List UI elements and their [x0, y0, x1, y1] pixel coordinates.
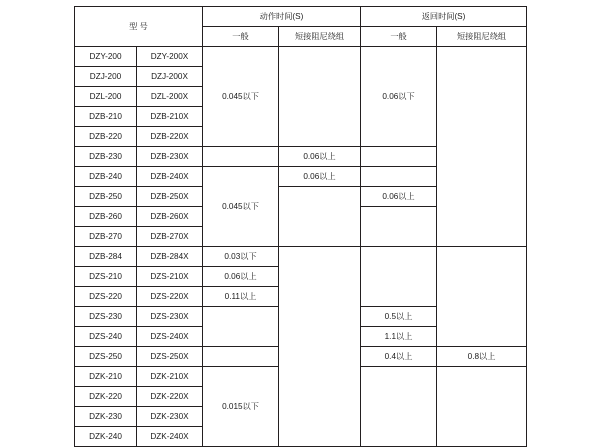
cell-model-a: DZB-250	[75, 187, 137, 207]
column-header-action-damping: 短接阻尼绕组	[279, 27, 361, 47]
cell-model-a: DZK-210	[75, 367, 137, 387]
column-header-action-time: 动作时间(S)	[203, 7, 361, 27]
cell-return-normal	[361, 247, 437, 307]
cell-model-a: DZS-210	[75, 267, 137, 287]
cell-return-normal	[361, 147, 437, 167]
cell-return-normal: 0.5以上	[361, 307, 437, 327]
table-header	[75, 7, 527, 47]
table-body	[75, 47, 527, 447]
cell-model-b: DZB-210X	[137, 107, 203, 127]
cell-model-a: DZS-230	[75, 307, 137, 327]
cell-model-a: DZB-284	[75, 247, 137, 267]
cell-model-a: DZB-260	[75, 207, 137, 227]
cell-model-b: DZB-240X	[137, 167, 203, 187]
cell-return-damping: 0.8以上	[437, 347, 527, 367]
cell-model-a: DZJ-200	[75, 67, 137, 87]
column-header-model: 型 号	[75, 7, 203, 47]
cell-model-b: DZS-230X	[137, 307, 203, 327]
cell-action-damping: 0.06以上	[279, 167, 361, 187]
cell-model-a: DZB-230	[75, 147, 137, 167]
cell-action-damping	[279, 187, 361, 247]
cell-model-b: DZK-230X	[137, 407, 203, 427]
cell-model-b: DZS-240X	[137, 327, 203, 347]
cell-model-b: DZS-210X	[137, 267, 203, 287]
cell-model-a: DZS-220	[75, 287, 137, 307]
cell-return-normal: 0.06以下	[361, 47, 437, 147]
cell-return-damping	[437, 367, 527, 447]
column-header-return-time: 返回时间(S)	[361, 7, 527, 27]
cell-model-a: DZS-250	[75, 347, 137, 367]
cell-action-damping	[279, 247, 361, 447]
column-header-action-normal: 一般	[203, 27, 279, 47]
cell-model-b: DZY-200X	[137, 47, 203, 67]
cell-return-normal	[361, 167, 437, 187]
cell-action-damping	[279, 47, 361, 147]
cell-model-b: DZS-220X	[137, 287, 203, 307]
cell-action-normal: 0.015以下	[203, 367, 279, 447]
cell-model-b: DZJ-200X	[137, 67, 203, 87]
cell-model-b: DZK-210X	[137, 367, 203, 387]
cell-return-normal: 1.1以上	[361, 327, 437, 347]
cell-model-a: DZY-200	[75, 47, 137, 67]
cell-model-b: DZK-220X	[137, 387, 203, 407]
cell-model-b: DZB-220X	[137, 127, 203, 147]
cell-model-a: DZK-240	[75, 427, 137, 447]
cell-return-normal	[361, 367, 437, 447]
cell-model-a: DZB-270	[75, 227, 137, 247]
cell-model-a: DZB-220	[75, 127, 137, 147]
table-row	[75, 47, 527, 67]
cell-model-a: DZK-220	[75, 387, 137, 407]
cell-model-a: DZB-210	[75, 107, 137, 127]
table-header-row-groups	[75, 7, 527, 27]
cell-return-damping	[437, 47, 527, 247]
cell-model-a: DZK-230	[75, 407, 137, 427]
cell-return-normal: 0.4以上	[361, 347, 437, 367]
cell-model-b: DZB-250X	[137, 187, 203, 207]
cell-model-b: DZB-260X	[137, 207, 203, 227]
table-row	[75, 247, 527, 267]
cell-model-b: DZK-240X	[137, 427, 203, 447]
cell-model-a: DZB-240	[75, 167, 137, 187]
column-header-return-damping: 短接阻尼绕组	[437, 27, 527, 47]
cell-model-b: DZL-200X	[137, 87, 203, 107]
cell-model-a: DZS-240	[75, 327, 137, 347]
cell-action-normal	[203, 147, 279, 167]
cell-model-b: DZB-230X	[137, 147, 203, 167]
cell-return-normal: 0.06以上	[361, 187, 437, 207]
cell-action-damping: 0.06以上	[279, 147, 361, 167]
cell-model-b: DZB-270X	[137, 227, 203, 247]
cell-action-normal: 0.03以下	[203, 247, 279, 267]
cell-action-normal: 0.06以上	[203, 267, 279, 287]
cell-action-normal	[203, 307, 279, 347]
cell-action-normal: 0.045以下	[203, 167, 279, 247]
cell-return-normal	[361, 207, 437, 247]
specification-table	[74, 6, 527, 447]
cell-model-b: DZS-250X	[137, 347, 203, 367]
cell-action-normal: 0.11以上	[203, 287, 279, 307]
cell-action-normal: 0.045以下	[203, 47, 279, 147]
cell-model-b: DZB-284X	[137, 247, 203, 267]
column-header-return-normal: 一般	[361, 27, 437, 47]
cell-model-a: DZL-200	[75, 87, 137, 107]
cell-return-damping	[437, 247, 527, 347]
cell-action-normal	[203, 347, 279, 367]
